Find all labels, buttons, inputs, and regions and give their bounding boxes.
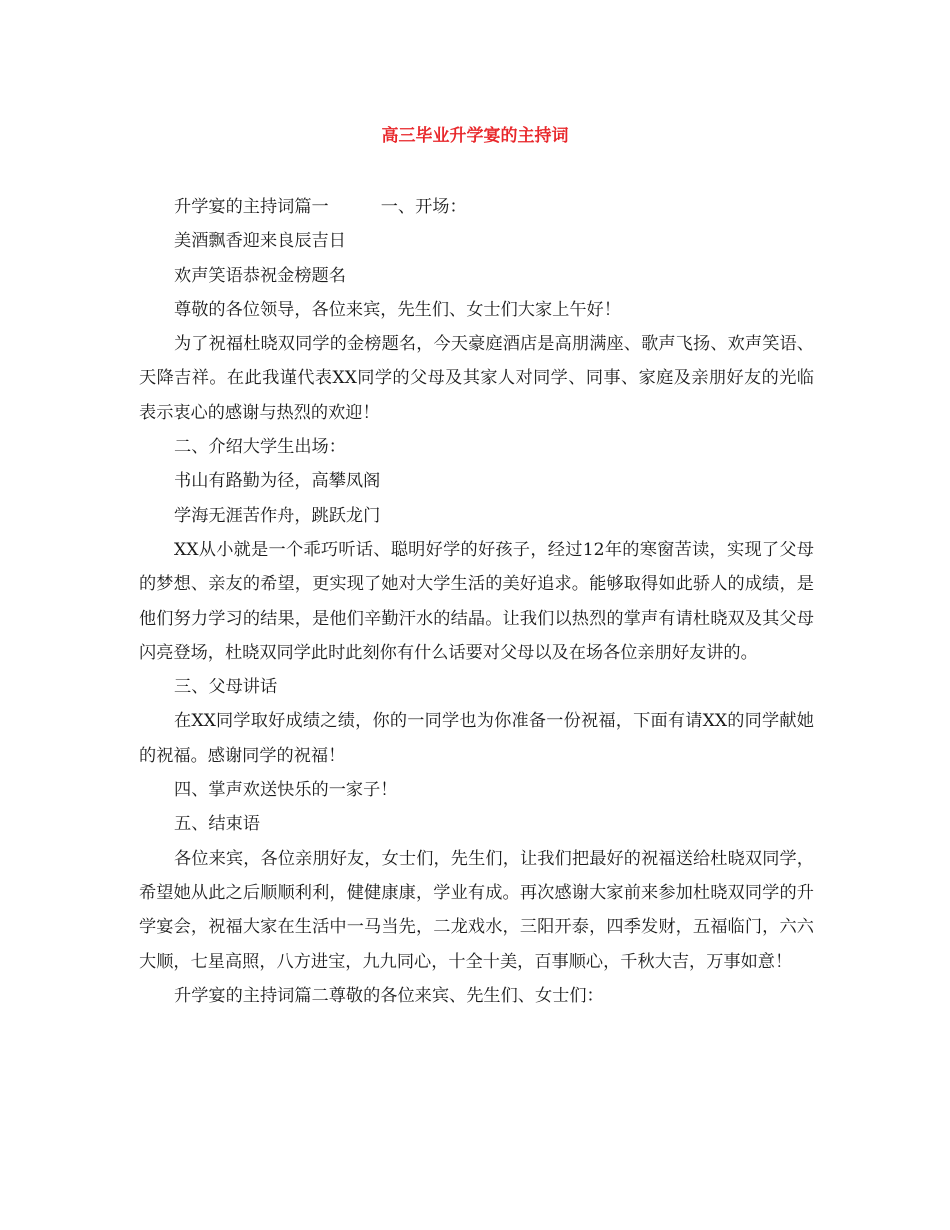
paragraph: 尊敬的各位领导，各位来宾，先生们、女士们大家上午好！ bbox=[174, 299, 621, 320]
intro-section-label: 升学宴的主持词篇一 bbox=[174, 197, 329, 217]
paragraph: 为了祝福杜晓双同学的金榜题名，今天豪庭酒店是高朋满座、歌声飞扬、欢声笑语、天降吉祥。在此我谨代表XX同学的父母及其家人对同学、同事、家庭及亲朋好友的光临表示衷心的感谢与热烈的欢迎！ bbox=[139, 334, 814, 423]
paragraph: 各位来宾，各位亲朋好友，女士们，先生们，让我们把最好的祝福送给杜晓双同学，希望她从此之后顺顺利利，健健康康，学业有成。再次感谢大家前来参加杜晓双同学的升学宴会，祝福大家在生活中一马当先，二龙戏水，三阳开泰，四季发财，五福临门，六六大顺，七星高照，八方进宝，九九同心，十全十美，百事顺心，千秋大吉，万事如意！ bbox=[139, 848, 814, 972]
paragraph: 书山有路勤为径，高攀凤阁 bbox=[174, 471, 381, 492]
document-title: 高三毕业升学宴的主持词 bbox=[381, 126, 569, 146]
section-heading: 四、掌声欢送快乐的一家子！ bbox=[174, 780, 398, 801]
paragraph: 学海无涯苦作舟，跳跃龙门 bbox=[174, 505, 381, 526]
document-body bbox=[139, 190, 814, 1013]
paragraph: 欢声笑语恭祝金榜题名 bbox=[174, 265, 346, 286]
intro-line bbox=[139, 190, 814, 224]
section-heading: 五、结束语 bbox=[174, 814, 260, 835]
section-heading: 三、父母讲话 bbox=[174, 677, 278, 698]
intro-heading-opening: 一、开场： bbox=[380, 197, 467, 217]
paragraph: XX从小就是一个乖巧听话、聪明好学的好孩子，经过12年的寒窗苦读，实现了父母的梦想、亲友的希望，更实现了她对大学生活的美好追求。能够取得如此骄人的成绩，是他们努力学习的结果，是他们辛勤汗水的结晶。让我们以热烈的掌声有请杜晓双及其父母闪亮登场，杜晓双同学此时此刻你有什么话要对父母以及在场各位亲朋好友讲的。 bbox=[139, 539, 814, 663]
paragraph: 美酒飘香迎来良辰吉日 bbox=[174, 231, 346, 252]
section-heading: 二、介绍大学生出场： bbox=[174, 437, 346, 458]
paragraph: 升学宴的主持词篇二尊敬的各位来宾、先生们、女士们： bbox=[174, 985, 604, 1006]
paragraph: 在XX同学取好成绩之绩，你的一同学也为你准备一份祝福，下面有请XX的同学献她的祝福。感谢同学的祝福！ bbox=[139, 711, 814, 766]
